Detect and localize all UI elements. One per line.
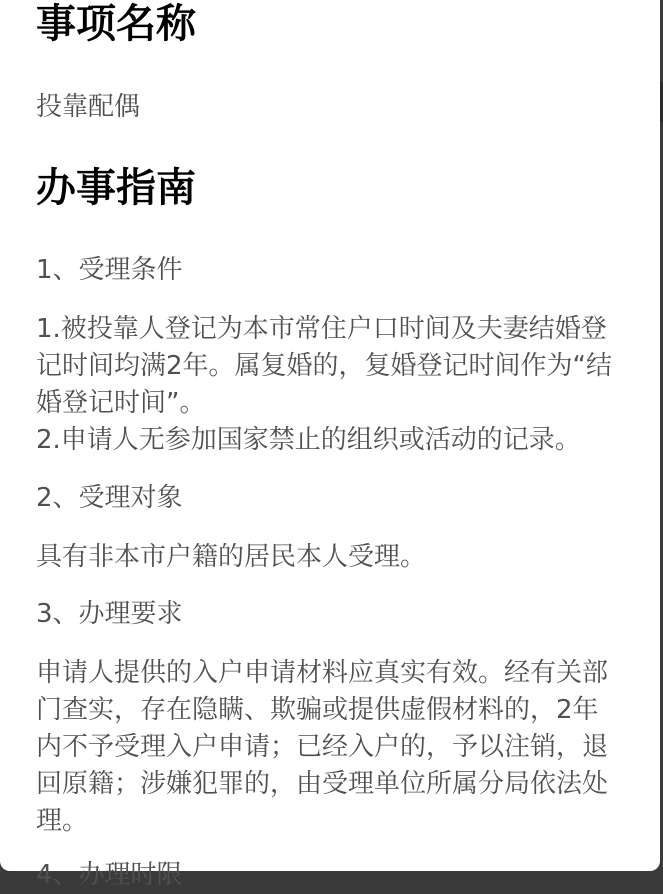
section-heading-target: 2、受理对象 xyxy=(36,483,183,513)
section-body-conditions xyxy=(36,311,626,459)
item-name-value: 投靠配偶 xyxy=(36,92,141,122)
body-line: 1.被投靠人登记为本市常住户口时间及夫妻结婚登 xyxy=(36,314,607,344)
body-line: 2.申请人无参加国家禁止的组织或活动的记录。 xyxy=(36,425,581,455)
body-line: 申请人提供的入户申请材料应真实有效。经有关部 xyxy=(36,658,609,688)
section-heading-requirements: 3、办理要求 xyxy=(36,599,183,629)
body-line: 门查实，存在隐瞒、欺骗或提供虚假材料的，2年 xyxy=(36,695,599,725)
body-line: 记时间均满2年。属复婚的，复婚登记时间作为“结 xyxy=(36,351,613,381)
body-line: 具有非本市户籍的居民本人受理。 xyxy=(36,542,427,572)
body-line: 内不予受理入户申请；已经入户的，予以注销，退 xyxy=(36,732,609,762)
body-line: 理。 xyxy=(36,806,89,836)
section-body-target xyxy=(36,539,626,576)
section-heading-conditions: 1、受理条件 xyxy=(36,255,183,285)
item-name-heading: 事项名称 xyxy=(36,1,196,47)
body-line: 婚登记时间”。 xyxy=(36,388,206,418)
guide-heading: 办事指南 xyxy=(36,165,196,211)
section-body-requirements xyxy=(36,655,626,840)
body-line: 回原籍；涉嫌犯罪的，由受理单位所属分局依法处 xyxy=(36,769,609,799)
section-heading-time-limit: 4、办理时限 xyxy=(36,860,183,890)
